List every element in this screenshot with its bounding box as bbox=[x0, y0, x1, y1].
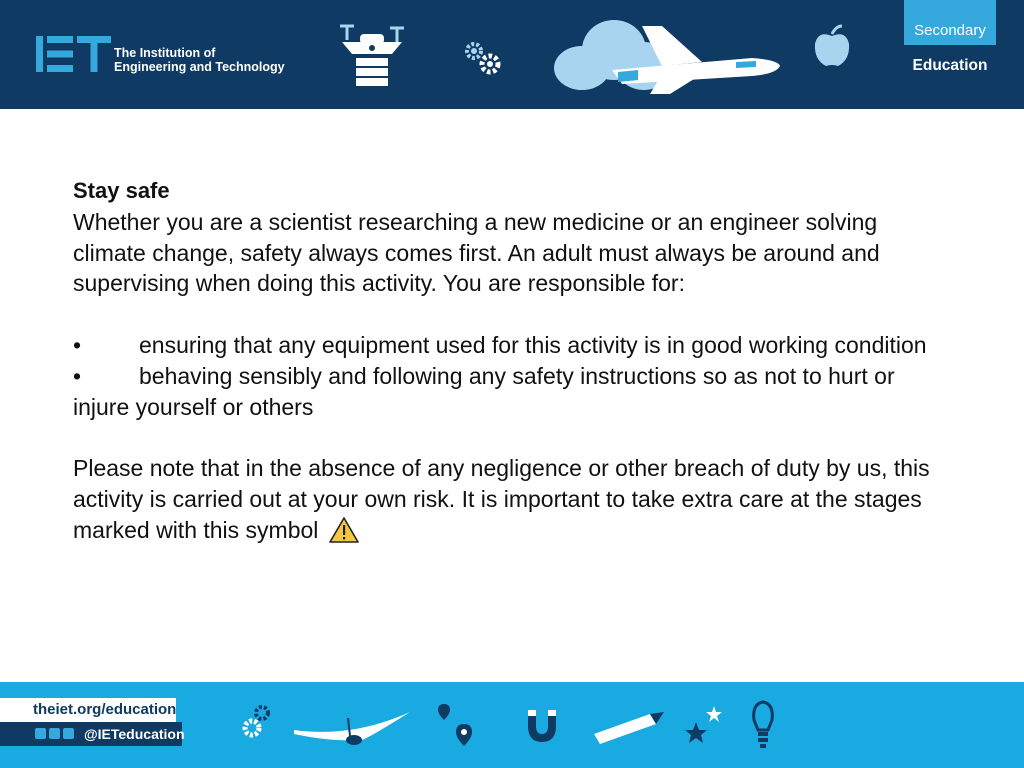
secondary-badge: Secondary bbox=[904, 0, 996, 45]
iet-logo-icon bbox=[36, 36, 111, 72]
disclaimer-text: Please note that in the absence of any negligence or other breach of duty by us, this activity is carried out at your own risk. It is important to take extra care at the stages marked with this symbol bbox=[73, 455, 930, 543]
bullet-glyph: • bbox=[73, 362, 82, 389]
cloud-shuttle-icon bbox=[552, 14, 784, 98]
glider-icon bbox=[292, 710, 412, 750]
organisation-name bbox=[114, 46, 285, 74]
apple-icon bbox=[812, 24, 852, 68]
footer-banner bbox=[0, 682, 1024, 768]
social-handle: @IETeducation bbox=[84, 726, 185, 742]
magnet-icon bbox=[520, 706, 560, 746]
education-label: Education bbox=[912, 57, 988, 74]
intro-paragraph: Whether you are a scientist researching a new medicine or an engineer solving climate change, safety always comes first. An adult must always be around and supervising when doing this activity. You are responsible for: bbox=[73, 208, 880, 297]
drone-icon bbox=[336, 20, 408, 90]
safety-notice bbox=[73, 176, 953, 546]
page-title: Stay safe bbox=[73, 178, 170, 203]
instagram-icon[interactable] bbox=[63, 728, 74, 739]
website-link[interactable]: theiet.org/education bbox=[0, 698, 176, 722]
light-bulb-icon bbox=[750, 700, 776, 750]
gears-icon bbox=[462, 40, 504, 76]
twitter-icon[interactable] bbox=[35, 728, 46, 739]
header-banner bbox=[0, 0, 1024, 109]
bullet-text: ensuring that any equipment used for this activity is in good working condition bbox=[139, 331, 927, 358]
facebook-icon[interactable] bbox=[49, 728, 60, 739]
list-item bbox=[73, 330, 953, 361]
organisation-name-line1: The Institution of bbox=[114, 46, 216, 60]
list-item bbox=[73, 361, 953, 423]
gears-icon bbox=[242, 704, 272, 740]
warning-triangle-icon bbox=[328, 516, 360, 544]
stars-icon bbox=[684, 704, 728, 748]
location-pin-icon bbox=[434, 702, 478, 750]
disclaimer-paragraph bbox=[73, 453, 953, 545]
organisation-name-line2: Engineering and Technology bbox=[114, 60, 285, 74]
bullet-glyph: • bbox=[73, 331, 82, 358]
bullet-text: behaving sensibly and following any safety instructions so as not to hurt or injure yourself or others bbox=[73, 362, 895, 420]
pencil-icon bbox=[590, 710, 666, 746]
social-handle-bar[interactable] bbox=[0, 722, 185, 746]
